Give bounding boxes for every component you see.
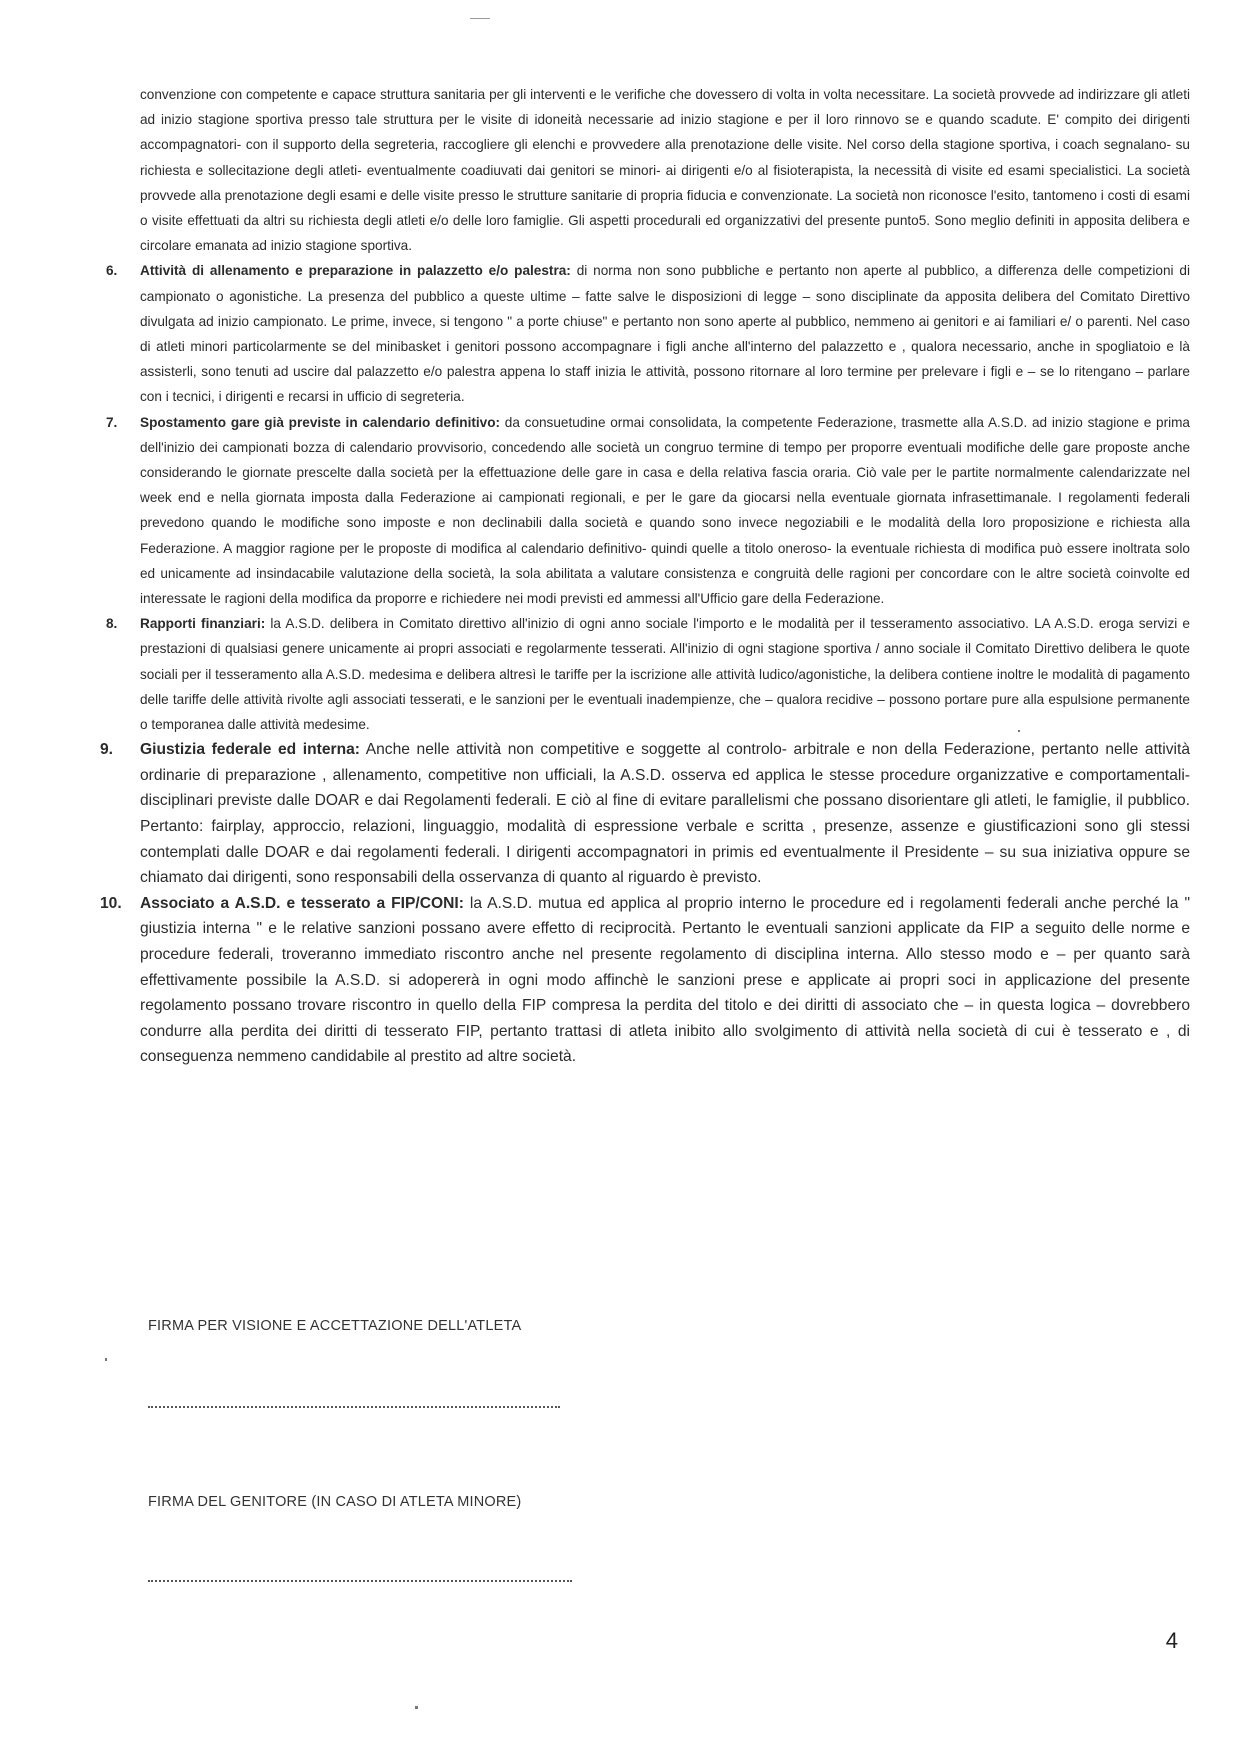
document-body — [100, 82, 1190, 1070]
item-text: la A.S.D. mutua ed applica al proprio interno le procedure ed i regolamenti federali anche perché la " giustizia interna " e le relative sanzioni possano avere effetto di reciprocità. Pertanto le eventuali sanzioni applicate da FIP a seguito delle norme e procedure federali, troveranno immediato riscontro anche nel presente regolamento di disciplina interna. Allo stesso modo e – per quanto sarà effettivamente possibile la A.S.D. si adopererà in ogni modo affinchè le sanzioni prese e applicate ai propri soci in applicazione del presente regolamento possano trovare riscontro in quello della FIP compresa la perdita del titolo e dei diritti di associato che – in questa logica – dovrebbero condurre alla perdita dei diritti di tesserato FIP, pertanto trattasi di atleta inibito allo svolgimento di attività nella società di cui è tesserato e , di conseguenza nemmeno candidabile al prestito ad altre società. — [140, 894, 1190, 1066]
list-item — [106, 410, 1190, 612]
item-text: di norma non sono pubbliche e pertanto non aperte al pubblico, a differenza delle competizioni di campionato o agonistiche. La presenza del pubblico a queste ultime – fatte salve le disposizioni di legge – sono disciplinate da apposita delibera del Comitato Direttivo divulgata ad inizio campionato. Le prime, invece, si tengono " a porte chiuse" e pertanto non sono aperte al pubblico, nemmeno ai genitori e ai familiari e/ o parenti. Nel caso di atleti minori particolarmente se del minibasket i genitori possono accompagnare i figli anche all'interno del palazzetto e , qualora necessario, anche in spogliatoio e là assisterli, sono tenuti ad uscire dal palazzetto e/o palestra appena lo staff inizia le attività, possono ritornare al loro termine per prelevare i figli e – se lo ritengano – parlare con i tecnici, i dirigenti e recarsi in ufficio di segreteria. — [140, 263, 1190, 405]
scan-speck — [105, 1358, 107, 1361]
item-text: Anche nelle attività non competitive e soggette al controlo- arbitrale e non della Federazione, pertanto nelle attività ordinarie di preparazione , allenamento, competitive non ufficiali, la A.S.D. osserva ed applica le stesse procedure organizzative e comportamentali-disciplinari previste dalle DOAR e dai Regolamenti federali. E ciò al fine di evitare parallelismi che possano disorientare gli atleti, le famiglie, il pubblico. Pertanto: fairplay, approccio, relazioni, linguaggio, modalità di espressione verbale e scritta , presenze, assenze e giustificazioni sono gli stessi contemplati dalle DOAR e dai regolamenti federali. I dirigenti accompagnatori in primis ed eventualmente il Presidente – su sua iniziativa oppure se chiamato dai dirigenti, sono responsabili della osservanza di quanto al riguardo è previsto. — [140, 741, 1190, 887]
list-item — [106, 611, 1190, 737]
item-heading: Rapporti finanziari: — [140, 616, 266, 632]
list-item — [106, 258, 1190, 409]
intro-paragraph: convenzione con competente e capace struttura sanitaria per gli interventi e le verifiche che dovessero di volta in volta necessitare. La società provvede ad indirizzare gli atleti ad inizio stagione sportiva presso tale struttura per le visite di idoneità necessarie ad inizio stagione e per il loro rinnovo se e quando scadute. E' compito dei dirigenti accompagnatori- con il supporto della segreteria, raccogliere gli elenchi e provvedere alla prenotazione delle visite. Nel corso della stagione sportiva, i coach segnalano- su richiesta e sollecitazione degli atleti- eventualmente coadiuvati dai genitori se minori- ai dirigenti e/o al fisioterapista, la necessità di visite ed esami specialistici. La società provvede alla prenotazione degli esami e delle visite presso le strutture sanitarie di propria fiducia e convenzionate. La società non riconosce l'esito, tantomeno i costi di esami o visite effettuati da altri su richiesta degli atleti e/o delle loro famiglie. Gli aspetti procedurali ed organizzativi del presente punto5. Sono meglio definiti in apposita delibera e circolare emanata ad inizio stagione sportiva. — [140, 87, 1190, 254]
scan-speck — [415, 1706, 418, 1709]
item-text: la A.S.D. delibera in Comitato direttivo all'inizio di ogni anno sociale l'importo e le modalità per il tesseramento associativo. LA A.S.D. eroga servizi e prestazioni di qualsiasi genere unicamente ai propri associati e regolarmente tesserati. All'inizio di ogni stagione sportiva / anno sociale il Comitato Direttivo delibera le quote sociali per il tesseramento alla A.S.D. medesima e delibera altresì le tariffe per la iscrizione alle attività ludico/agonistiche, la delibera contiene inoltre le modalità di pagamento delle tariffe delle attività rivolte agli associati tesserati, e le sanzioni per le eventuali inadempienze, che – qualora recidive – possono portare pure alla espulsione permanente o temporanea dalle attività medesime. — [140, 616, 1190, 733]
item-heading: Associato a A.S.D. e tesserato a FIP/CONI: — [140, 894, 464, 912]
item-text: da consuetudine ormai consolidata, la competente Federazione, trasmette alla A.S.D. ad inizio stagione e prima dell'inizio dei campionati bozza di calendario provvisorio, concedendo alle società un congruo termine di tempo per proporre eventuali modifiche delle gare proposte anche considerando le giornate prescelte dalla società per la effettuazione delle gare in casa e della relativa fascia oraria. Ciò vale per le partite normalmente calendarizzate nel week end e nella giornata imposta dalla Federazione ai campionati regionali, e per le gare da giocarsi nella eventuale giornata infrasettimanale. I regolamenti federali prevedono quando le modifiche sono imposte e non declinabili dalla società e quando sono invece negoziabili e le modalità della loro proposizione e richiesta alla Federazione. A maggior ragione per le proposte di modifica al calendario definitivo- quindi quelle a titolo oneroso- la eventuale richiesta di modifica può essere inoltrata solo ed unicamente ad insindacabile valutazione della società, la sola abilitata a valutare consistenza e congruità delle ragioni per concordare con le altre società coinvolte ed interessate le ragioni della modifica da proporre e richiedere nei modi previsti ed ammessi all'Ufficio gare della Federazione. — [140, 414, 1190, 607]
page-number: 4 — [1165, 1628, 1178, 1653]
item-number: 7. — [106, 414, 118, 430]
item-heading: Attività di allenamento e preparazione in palazzetto e/o palestra: — [140, 263, 571, 279]
athlete-signature-label: FIRMA PER VISIONE E ACCETTAZIONE DELL'ATLETA — [148, 1318, 522, 1334]
list-item — [100, 891, 1190, 1070]
parent-signature-label: FIRMA DEL GENITORE (IN CASO DI ATLETA MINORE) — [148, 1494, 522, 1510]
item-number: 10. — [100, 894, 122, 912]
item-heading: Spostamento gare già previste in calendario definitivo: — [140, 414, 501, 430]
parent-signature-line[interactable] — [148, 1580, 572, 1582]
scan-speck — [470, 18, 490, 19]
item-number: 9. — [100, 741, 114, 759]
item-number: 6. — [106, 263, 118, 279]
list-item — [100, 737, 1190, 891]
item-heading: Giustizia federale ed interna: — [140, 741, 360, 759]
athlete-signature-line[interactable] — [148, 1406, 560, 1408]
item-number: 8. — [106, 616, 118, 632]
